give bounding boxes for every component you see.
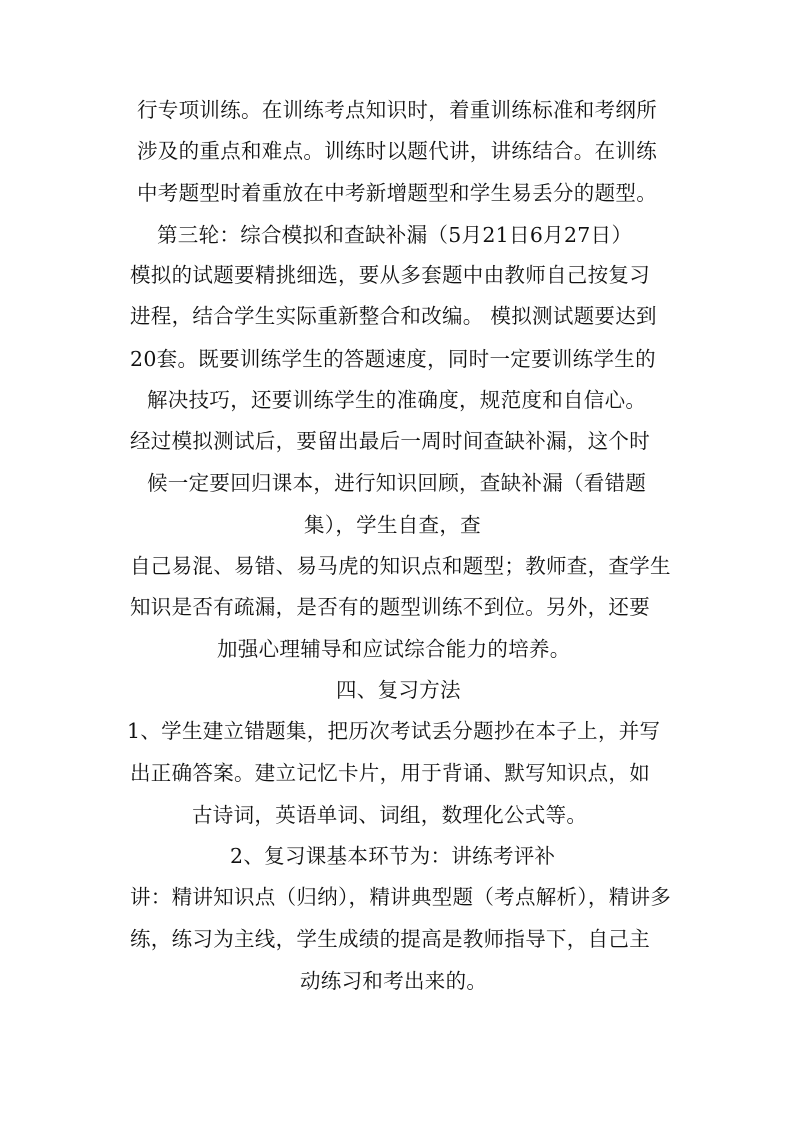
text-line: 解决技巧，还要训练学生的准确度，规范度和自信心。 [147, 388, 647, 412]
text-line: 2、复习课基本环节为：讲练考评补 [230, 844, 556, 868]
text-line: 进程，结合学生实际重新整合和改编。 模拟测试题要达到 [130, 304, 657, 328]
text-line: 动练习和考出来的。 [300, 969, 488, 993]
text-line: 自己易混、易错、易马虎的知识点和题型；教师查，查学生 [130, 554, 671, 578]
text-line: 知识是否有疏漏，是否有的题型训练不到位。另外，还要 [130, 595, 650, 619]
text-line: 经过模拟测试后，要留出最后一周时间查缺补漏，这个时 [130, 429, 650, 453]
text-line: 古诗词，英语单词、词组，数理化公式等。 [192, 803, 588, 827]
text-line: 候一定要回归课本，进行知识回顾，查缺补漏（看错题 [147, 471, 647, 495]
text-line: 练，练习为主线，学生成绩的提高是教师指导下，自己主 [130, 927, 650, 951]
section-heading-round-three: 第三轮：综合模拟和查缺补漏（5月21日6月27日） [157, 223, 633, 247]
text-line: 20套。既要训练学生的答题速度，同时一定要训练学生的 [130, 347, 656, 371]
text-line: 涉及的重点和难点。训练时以题代讲，讲练结合。在训练 [137, 139, 657, 163]
text-line: 1、学生建立错题集，把历次考试丢分题抄在本子上，并写 [127, 719, 661, 743]
text-line: 模拟的试题要精挑细选，要从多套题中由教师自己按复习 [130, 263, 650, 287]
text-line: 加强心理辅导和应试综合能力的培养。 [217, 637, 571, 661]
section-heading-methods: 四、复习方法 [336, 678, 461, 702]
text-line: 集），学生自查，查 [304, 513, 481, 537]
text-line: 讲：精讲知识点（归纳），精讲典型题（考点解析），精讲多 [130, 885, 672, 909]
text-line: 出正确答案。建立记忆卡片，用于背诵、默写知识点，如 [130, 761, 650, 785]
text-line: 中考题型时着重放在中考新增题型和学生易丢分的题型。 [137, 181, 657, 205]
text-line: 行专项训练。在训练考点知识时，着重训练标准和考纲所 [137, 98, 657, 122]
